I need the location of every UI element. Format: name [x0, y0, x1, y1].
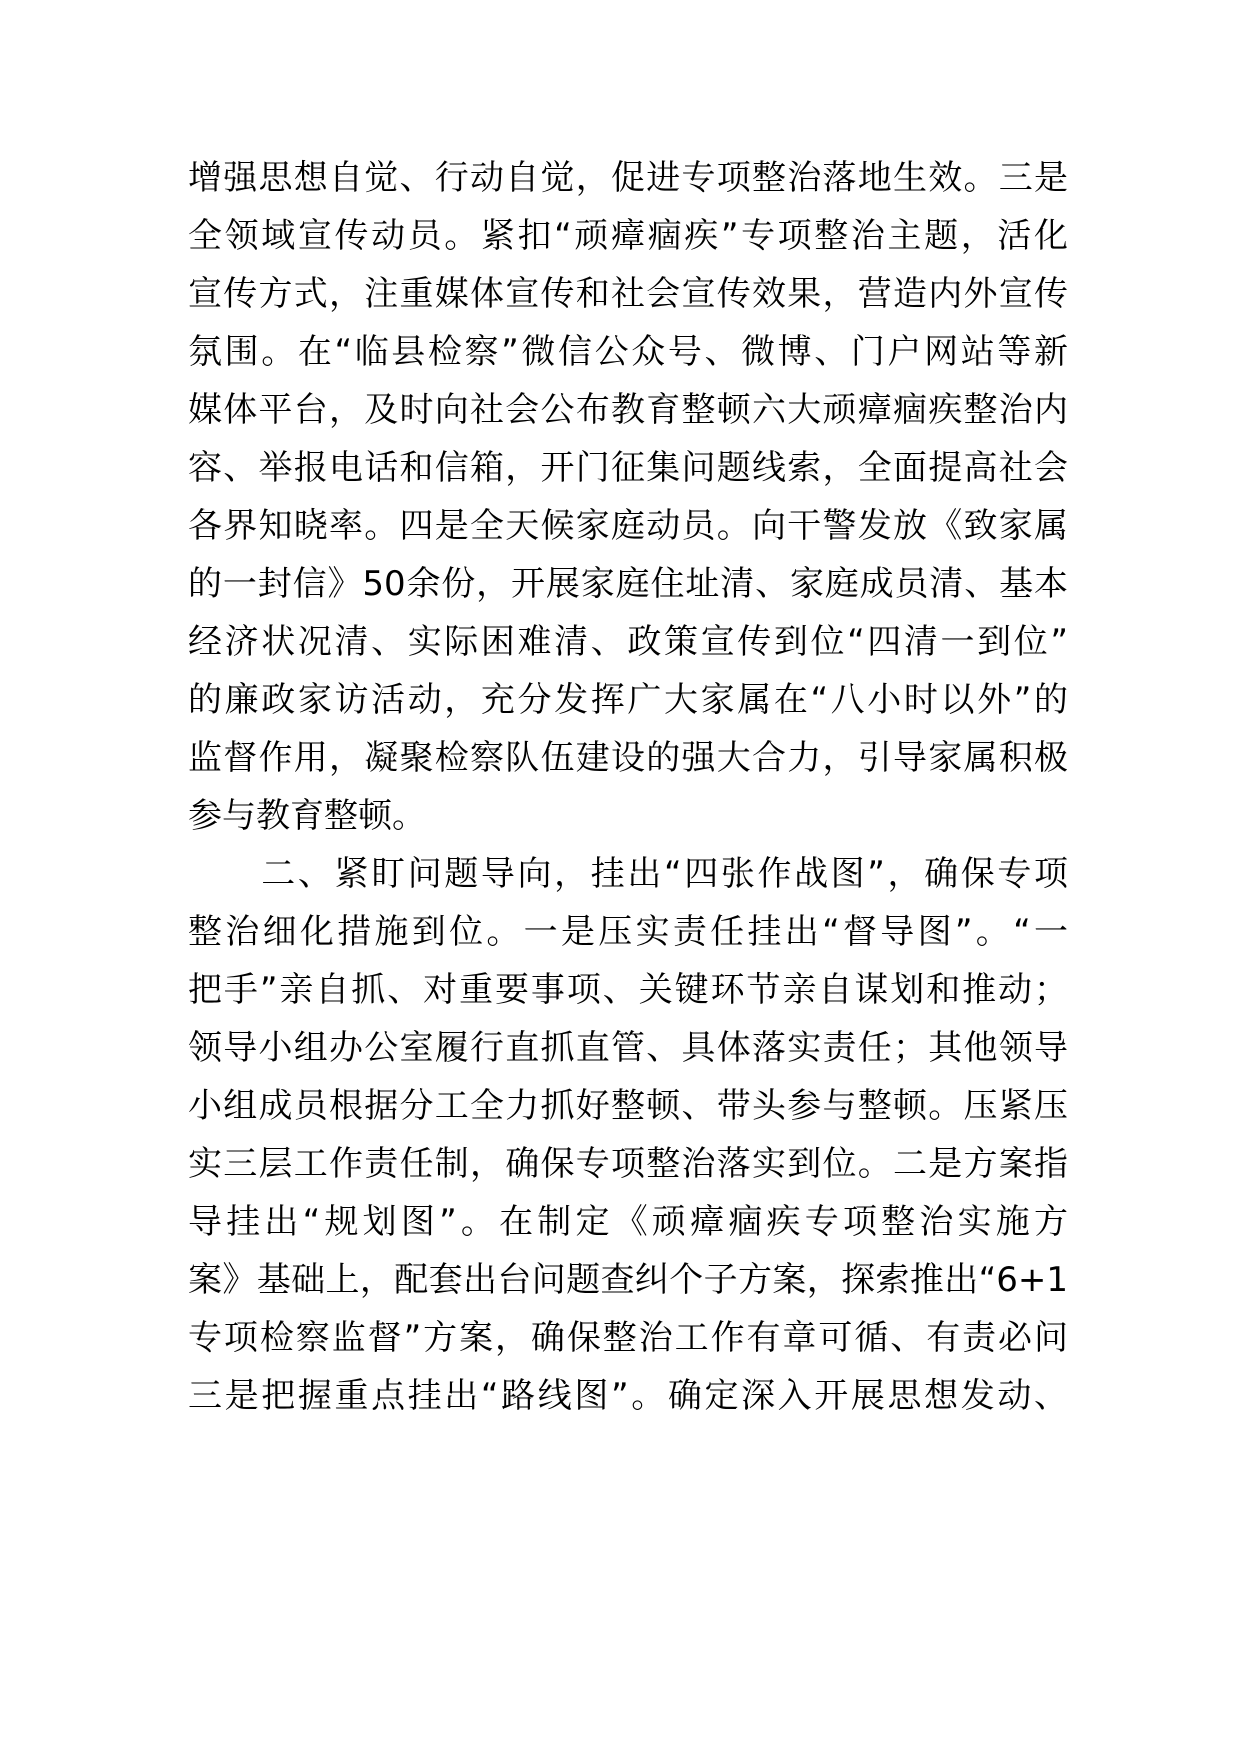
- text-line: 领导小组办公室履行直抓直管、具体落实责任；其他领导: [188, 1028, 1068, 1068]
- text-line: 经济状况清、实际困难清、政策宣传到位“四清一到位”: [188, 622, 1068, 662]
- text-line: 实三层工作责任制，确保专项整治落实到位。二是方案指: [188, 1144, 1068, 1184]
- text-line: 把手”亲自抓、对重要事项、关键环节亲自谋划和推动；: [188, 970, 1068, 1010]
- text-line: 宣传方式，注重媒体宣传和社会宣传效果，营造内外宣传: [188, 274, 1068, 314]
- text-line: 案》基础上，配套出台问题查纠个子方案，探索推出“6+1: [188, 1260, 1068, 1300]
- text-line: 监督作用，凝聚检察队伍建设的强大合力，引导家属积极: [188, 738, 1068, 778]
- text-line: 容、举报电话和信箱，开门征集问题线索，全面提高社会: [188, 448, 1068, 488]
- text-line-paragraph-start: 二、紧盯问题导向，挂出“四张作战图”，确保专项: [188, 854, 1068, 894]
- text-line: 的一封信》50余份，开展家庭住址清、家庭成员清、基本: [188, 564, 1068, 604]
- text-line: 的廉政家访活动，充分发挥广大家属在“八小时以外”的: [188, 680, 1068, 720]
- text-line: 整治细化措施到位。一是压实责任挂出“督导图”。“一: [188, 912, 1068, 952]
- text-line: 三是把握重点挂出“路线图”。确定深入开展思想发动、: [188, 1376, 1068, 1416]
- text-line: 增强思想自觉、行动自觉，促进专项整治落地生效。三是: [188, 158, 1068, 198]
- text-line: 导挂出“规划图”。在制定《顽瘴痼疾专项整治实施方: [188, 1202, 1068, 1242]
- text-line-paragraph-end: 参与教育整顿。: [188, 796, 426, 836]
- text-line: 小组成员根据分工全力抓好整顿、带头参与整顿。压紧压: [188, 1086, 1068, 1126]
- text-line: 全领域宣传动员。紧扣“顽瘴痼疾”专项整治主题，活化: [188, 216, 1068, 256]
- text-line: 媒体平台，及时向社会公布教育整顿六大顽瘴痼疾整治内: [188, 390, 1068, 430]
- text-line: 各界知晓率。四是全天候家庭动员。向干警发放《致家属: [188, 506, 1068, 546]
- text-line: 氛围。在“临县检察”微信公众号、微博、门户网站等新: [188, 332, 1068, 372]
- text-line: 专项检察监督”方案，确保整治工作有章可循、有责必问: [188, 1318, 1068, 1358]
